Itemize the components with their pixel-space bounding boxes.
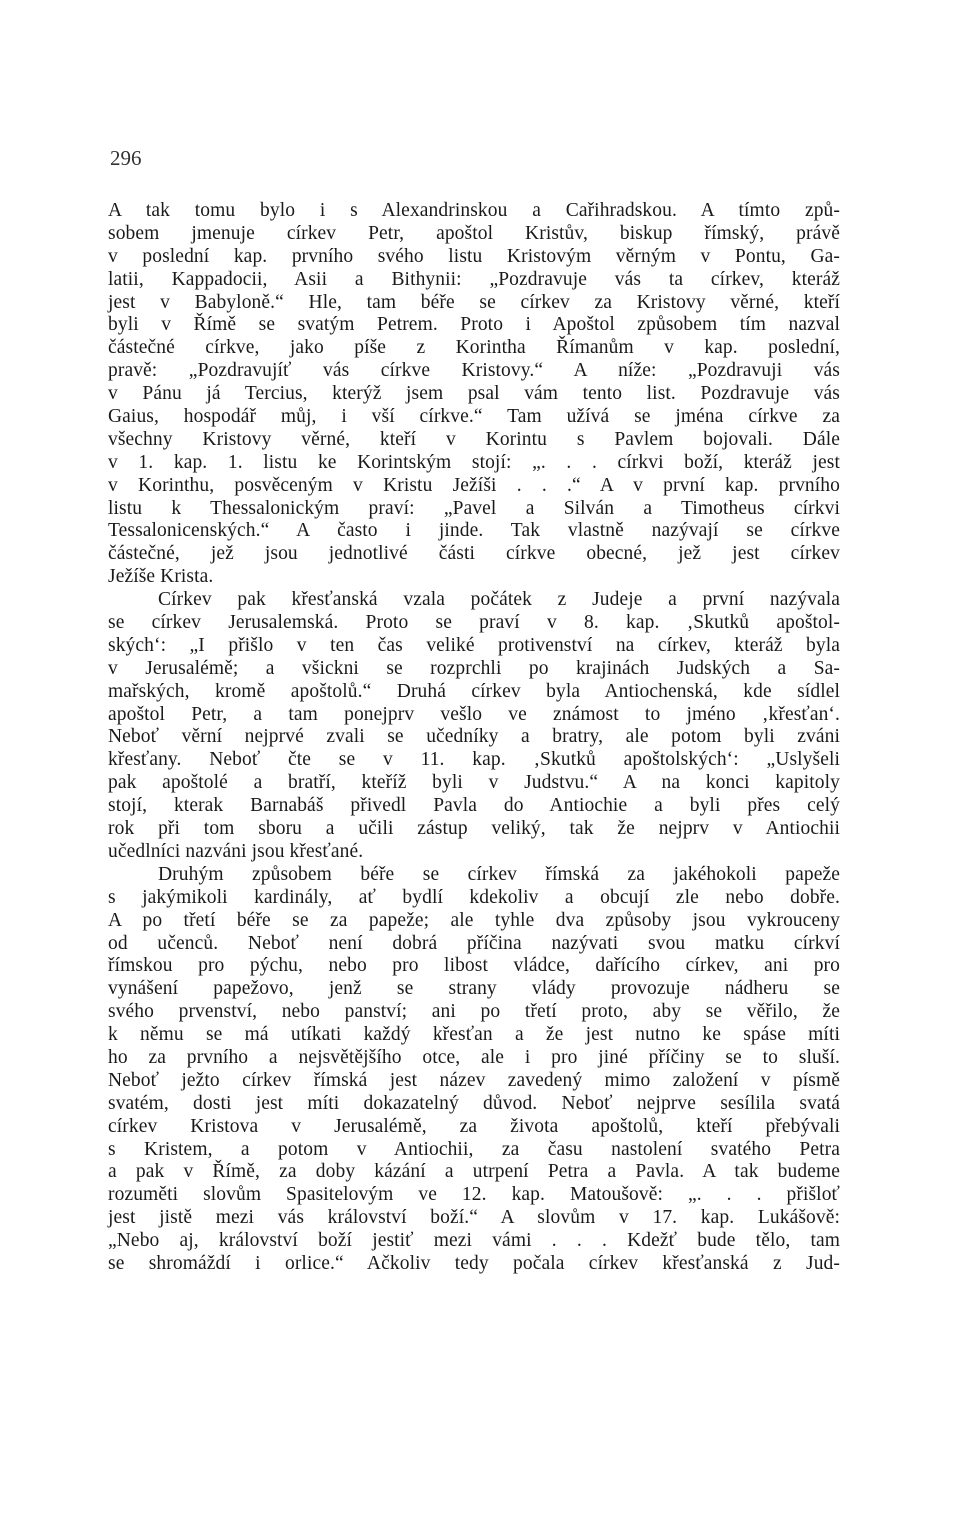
- text-line: A po třetí béře se za papeže; ale tyhle dva způsoby jsou vykrouceny: [108, 909, 840, 931]
- text-line: listu k Thessalonickým praví: „Pavel a Silván a Timotheus církvi: [108, 497, 840, 519]
- text-line: Církev pak křesťanská vzala počátek z Judeje a první nazývala: [158, 589, 840, 611]
- text-line: a pak v Římě, za doby kázání a utrpení Petra a Pavla. A tak budeme: [108, 1161, 840, 1183]
- text-line: v 1. kap. 1. listu ke Korintským stojí: „. . . církvi boží, kteráž jest: [108, 451, 840, 473]
- text-line: stojí, kterak Barnabáš přivedl Pavla do Antiochie a byli přes celý: [108, 795, 840, 817]
- text-line: rok při tom sboru a učili zástup veliký, tak že nejprv v Antiochii: [108, 818, 840, 840]
- text-line: rozuměti slovům Spasitelovým ve 12. kap. Matoušově: „. . . přišloť: [108, 1184, 840, 1206]
- text-line: Tessalonicenských.“ A často i jinde. Tak vlastně nazývají se církve: [108, 520, 840, 542]
- text-line: učedlníci nazváni jsou křesťané.: [108, 840, 364, 862]
- text-line: v Korinthu, posvěceným v Kristu Ježíši . . .“ A v první kap. prvního: [108, 474, 840, 496]
- text-line: A tak tomu bylo i s Alexandrinskou a Cařihradskou. A tímto způ-: [108, 200, 840, 221]
- text-line: ho za prvního a nejsvětějšího otce, ale i pro jiné příčiny se to sluší.: [108, 1046, 840, 1068]
- text-line: Druhým způsobem béře se církev římská za jakéhokoli papeže: [158, 863, 840, 885]
- text-line: latii, Kappadocii, Asii a Bithynii: „Pozdravuje vás ta církev, kteráž: [108, 268, 840, 290]
- text-line: jest v Babyloně.“ Hle, tam béře se církev za Kristovy věrné, kteří: [108, 291, 840, 313]
- text-line: byli v Římě se svatým Petrem. Proto i Apoštol způsobem tím nazval: [108, 314, 840, 336]
- text-line: pak apoštolé a bratří, kteříž byli v Judstvu.“ A na konci kapitoly: [108, 772, 840, 794]
- text-line: s jakýmikoli kardinály, ať bydlí kdekoliv a obcují zle nebo dobře.: [108, 886, 840, 908]
- text-line: ských‘: „I přišlo v ten čas veliké protivenství na církev, kteráž byla: [108, 634, 840, 656]
- text-line: v Pánu já Tercius, kterýž jsem psal vám tento list. Pozdravuje vás: [108, 383, 840, 405]
- text-line: částečné církve, jako píše z Korintha Římanům v kap. poslední,: [108, 337, 840, 359]
- text-line: k němu se má utíkati každý křesťan a že jest nutno ke spáse míti: [108, 1024, 840, 1046]
- page-number: 296: [110, 146, 142, 170]
- text-line: sobem jmenuje církev Petr, apoštol Kristův, biskup římský, právě: [108, 222, 840, 244]
- text-line: křesťany. Neboť čte se v 11. kap. ‚Skutků apoštolských‘: „Uslyšeli: [108, 749, 840, 771]
- text-line: se církev Jerusalemská. Proto se praví v 8. kap. ‚Skutků apoštol-: [108, 612, 840, 634]
- text-line: Neboť ježto církev římská jest název zavedený mimo založení v písmě: [108, 1069, 840, 1091]
- text-line: svého prvenství, nebo panství; ani po třetí proto, aby se věřilo, že: [108, 1001, 840, 1023]
- text-line: jest jistě mezi vás království boží.“ A slovům v 17. kap. Lukášově:: [108, 1207, 840, 1229]
- text-line: církev Kristova v Jerusalémě, za života apoštolů, kteří přebývali: [108, 1115, 840, 1137]
- text-line: mařských, kromě apoštolů.“ Druhá církev byla Antiochenská, kde sídlel: [108, 680, 840, 702]
- body-text: [108, 200, 840, 1276]
- text-line: římskou pro pýchu, nebo pro libost vládce, dařícího církev, ani pro: [108, 955, 840, 977]
- text-line: v poslední kap. prvního svého listu Kristovým věrným v Pontu, Ga-: [108, 245, 840, 267]
- text-line: pravě: „Pozdravujíť vás církve Kristovy.“ A níže: „Pozdravuji vás: [108, 360, 840, 382]
- text-line: Neboť věrní nejprvé zvali se učedníky a bratry, ale potom byli zváni: [108, 726, 840, 748]
- text-line: všechny Kristovy věrné, kteří v Korintu s Pavlem bojovali. Dále: [108, 428, 840, 450]
- text-line: Ježíše Krista.: [108, 566, 214, 588]
- text-line: Gaius, hospodář můj, i vší církve.“ Tam užívá se jména církve za: [108, 406, 840, 428]
- text-line: apoštol Petr, a tam ponejprv vešlo ve známost to jméno ‚křesťan‘.: [108, 703, 840, 725]
- text-line: se shromáždí i orlice.“ Ačkoliv tedy počala církev křesťanská z Jud-: [108, 1252, 840, 1274]
- text-line: od učenců. Neboť není dobrá příčina nazývati svou matku církví: [108, 932, 840, 954]
- text-line: částečné, jež jsou jednotlivé části církve obecné, jež jest církev: [108, 543, 840, 565]
- text-line: s Kristem, a potom v Antiochii, za času nastolení svatého Petra: [108, 1138, 840, 1160]
- text-line: vynášení papežovo, jenž se strany vlády provozuje nádheru se: [108, 978, 840, 1000]
- text-line: v Jerusalémě; a všickni se rozprchli po krajinách Judských a Sa-: [108, 657, 840, 679]
- text-line: „Nebo aj, království boží jestiť mezi vámi . . . Kdežť bude tělo, tam: [108, 1230, 840, 1252]
- text-line: svatém, dosti jest míti dokazatelný důvod. Neboť nejprve sesílila svatá: [108, 1092, 840, 1114]
